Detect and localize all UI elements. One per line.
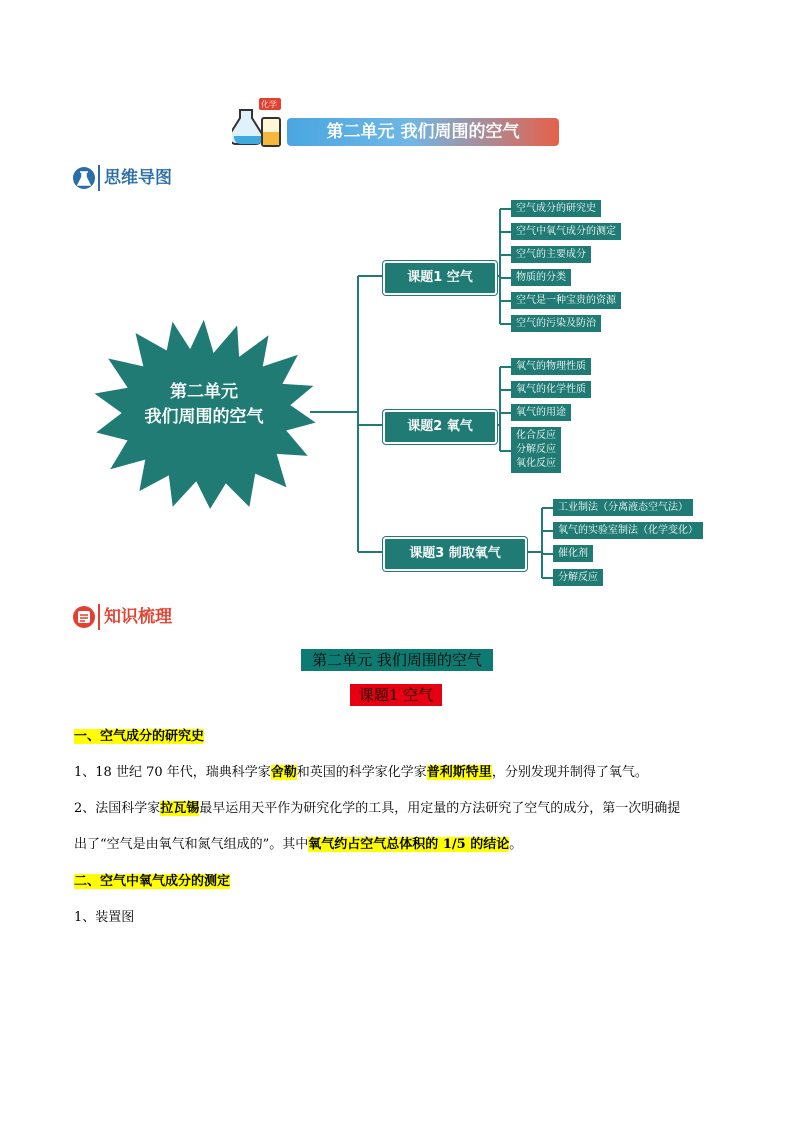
- center-title: [134, 380, 274, 430]
- text-run: 。: [509, 837, 523, 852]
- highlight-lavoisier: 拉瓦锡: [160, 801, 200, 816]
- heading-research-history: 一、空气成分的研究史: [74, 729, 205, 744]
- section-heading-knowledge: 知识梳理: [104, 607, 172, 627]
- unit-title: 第二单元 我们周围的空气: [301, 649, 493, 671]
- section-heading-mindmap: 思维导图: [104, 168, 172, 188]
- leaf-line: 氧化反应: [516, 458, 556, 469]
- topic-oxygen: 课题2 氧气: [383, 410, 497, 444]
- page-title: 第二单元 我们周围的空气: [287, 118, 559, 146]
- leaf-item: 空气的主要成分: [511, 246, 591, 263]
- leaf-item: 空气的污染及防治: [511, 315, 601, 332]
- knowledge-section-icon: [72, 605, 96, 629]
- leaf-item: 空气成分的研究史: [511, 200, 601, 217]
- paragraph-2: [74, 799, 734, 819]
- chem-badge: 化学: [261, 100, 277, 109]
- leaf-item: 物质的分类: [511, 269, 571, 286]
- center-line-1: 第二单元: [170, 382, 238, 402]
- leaf-item: 空气是一种宝贵的资源: [511, 292, 621, 309]
- leaf-item: 分解反应: [553, 569, 603, 586]
- center-line-2: 我们周围的空气: [144, 407, 264, 427]
- leaf-line: 分解反应: [516, 444, 556, 455]
- heading-oxygen-measurement: 二、空气中氧气成分的测定: [74, 874, 231, 889]
- leaf-item: 氧气的实验室制法（化学变化）: [553, 522, 703, 539]
- paragraph-1: [74, 763, 734, 783]
- leaf-item: 氧气的用途: [511, 404, 571, 421]
- leaf-item: 空气中氧气成分的测定: [511, 223, 621, 240]
- highlight-priestley: 普利斯特里: [426, 765, 492, 780]
- text-run: 出了“空气是由氧气和氮气组成的”。其中: [74, 837, 309, 852]
- leaf-line: 化合反应: [516, 430, 556, 441]
- leaf-item: 氧气的物理性质: [511, 358, 591, 375]
- text-run: 最早运用天平作为研究化学的工具，用定量的方法研究了空气的成分，第一次明确提: [199, 801, 681, 816]
- lesson-title: 课题1 空气: [350, 684, 442, 706]
- text-run: 和英国的科学家化学家: [296, 765, 427, 780]
- text-run: 1、18 世纪 70 年代，瑞典科学家: [74, 765, 271, 780]
- leaf-item: 催化剂: [553, 545, 593, 562]
- topic-air: 课题1 空气: [383, 261, 497, 295]
- text-run: ，分别发现并制得了氧气。: [491, 765, 648, 780]
- leaf-reaction-types: [511, 427, 561, 473]
- paragraph-3: [74, 835, 734, 855]
- leaf-item: 工业制法（分离液态空气法）: [553, 499, 693, 516]
- leaf-item: 氧气的化学性质: [511, 381, 591, 398]
- topic-make-oxygen: 课题3 制取氧气: [383, 537, 527, 571]
- section-divider: [98, 604, 100, 630]
- paragraph-apparatus: 1、装置图: [74, 910, 135, 925]
- highlight-scheele: 舍勒: [270, 765, 297, 780]
- highlight-one-fifth: 氧气约占空气总体积的 1/5 的结论: [308, 837, 510, 852]
- text-run: 2、法国科学家: [74, 801, 161, 816]
